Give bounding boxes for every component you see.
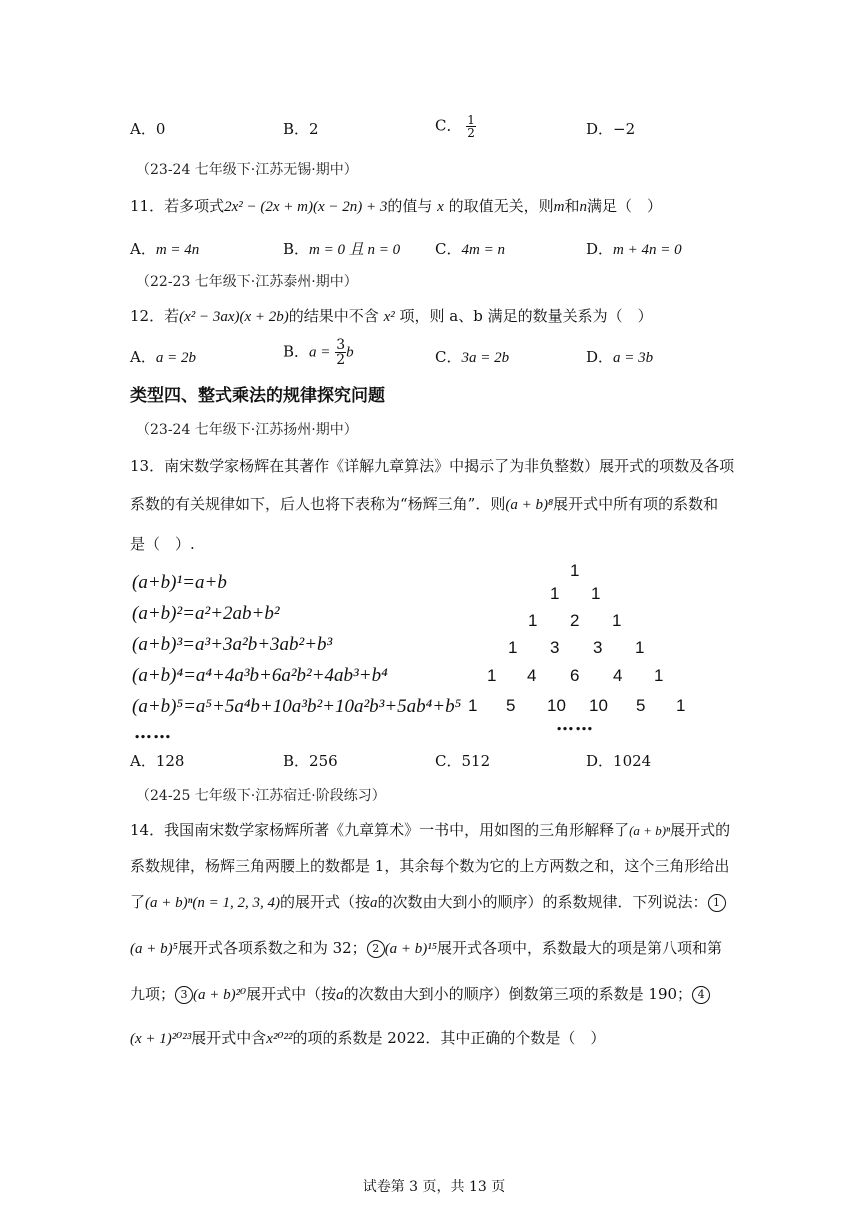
q12-source: （22-23 七年级下·江苏泰州·期中） (136, 274, 358, 290)
q14-source: （24-25 七年级下·江苏宿迁·阶段练习） (136, 788, 386, 804)
q14-line3: 了(a + b)ⁿ(n = 1, 2, 3, 4)的展开式（按a的次数由大到小的顺序）的系数规律．下列说法： 1 (130, 892, 726, 913)
expansion-row: (a+b)²=a²+2ab+b² (132, 603, 280, 624)
ellipsis: …… (556, 714, 594, 735)
q13-line3: 是（ ）. (130, 535, 195, 553)
q14-line4: (a + b)⁵展开式各项系数之和为 32； 2 (a + b)¹⁵展开式各项中，系数最大的项是第八项和第 (130, 939, 723, 957)
q13-option-d: D．1024 (586, 752, 652, 770)
q11-option-c: C．4m = n (435, 240, 505, 258)
triangle-number: 1 (528, 611, 538, 630)
triangle-number: 3 (593, 638, 603, 657)
triangle-number: 1 (468, 696, 478, 715)
triangle-number: 3 (550, 638, 560, 657)
q12-option-b: B．a = $\frac{3}{2}$ b (283, 337, 354, 368)
fraction: $\frac{1}{2}$ (467, 113, 475, 140)
triangle-number: 1 (635, 638, 645, 657)
q14-line2: 系数规律，杨辉三角两腰上的数都是 1，其余每个数为它的上方两数之和，这个三角形给出 (130, 857, 730, 875)
triangle-number: 1 (487, 666, 497, 685)
q13-option-c: C．512 (435, 752, 491, 770)
page-footer: 试卷第 3 页，共 13 页 (362, 1179, 506, 1195)
q10-option-a: A．0 (130, 120, 166, 138)
q12-option-c: C．3a = 2b (435, 348, 510, 366)
circled-number: 1 (708, 894, 726, 912)
expansion-row: (a+b)⁴=a⁴+4a³b+6a²b²+4ab³+b⁴ (132, 665, 388, 686)
triangle-number: 4 (527, 666, 537, 685)
q12-option-a: A．a = 2b (130, 348, 196, 366)
expansion-row: (a+b)⁵=a⁵+5a⁴b+10a³b²+10a²b³+5ab⁴+b⁵ (132, 696, 462, 717)
q10-option-c: C． $\frac{1}{2}$ (435, 113, 475, 140)
q14-line6: (x + 1)²⁰²³展开式中含x²⁰²²的项的系数是 2022．其中正确的个数是（ ） (130, 1029, 606, 1047)
q11-option-d: D．m + 4n = 0 (586, 240, 682, 258)
q13-option-b: B．256 (283, 752, 338, 770)
q12-stem: 12．若(x² − 3ax)(x + 2b)的结果中不含 x² 项，则 a、b 满足的数量关系为（ ） (130, 307, 653, 325)
triangle-number: 1 (570, 561, 580, 580)
triangle-number: 6 (570, 666, 580, 685)
q10-option-d: D．−2 (586, 120, 636, 138)
triangle-number: 10 (589, 696, 608, 715)
triangle-number: 1 (508, 638, 518, 657)
q14-line1: 14．我国南宋数学家杨辉所著《九章算术》一书中，用如图的三角形解释了(a + b)ⁿ展开式的 (130, 821, 731, 839)
triangle-number: 4 (613, 666, 623, 685)
fraction: $\frac{3}{2}$ (336, 337, 346, 368)
q11-stem: 11．若多项式2x² − (2x + m)(x − 2n) + 3的值与 x 的取值无关，则m和n满足（ ） (130, 197, 663, 215)
q11-source: （23-24 七年级下·江苏无锡·期中） (136, 162, 358, 178)
triangle-number: 5 (636, 696, 646, 715)
q11-option-b: B．m = 0 且 n = 0 (283, 240, 401, 258)
q12-option-d: D．a = 3b (586, 348, 654, 366)
circled-number: 3 (175, 986, 193, 1004)
q13-source: （23-24 七年级下·江苏扬州·期中） (136, 422, 358, 438)
triangle-number: 2 (570, 611, 580, 630)
expansion-row: (a+b)¹=a+b (132, 572, 227, 593)
q11-option-a: A．m = 4n (130, 240, 200, 258)
q13-line1: 13．南宋数学家杨辉在其著作《详解九章算法》中揭示了为非负整数）展开式的项数及各项 (130, 457, 735, 475)
circled-number: 4 (692, 986, 710, 1004)
triangle-number: 1 (654, 666, 664, 685)
q13-option-a: A．128 (130, 752, 185, 770)
circled-number: 2 (367, 940, 385, 958)
triangle-number: 1 (550, 584, 560, 603)
q10-option-b: B．2 (283, 120, 319, 138)
expansion-row: (a+b)³=a³+3a²b+3ab²+b³ (132, 634, 333, 655)
triangle-number: 10 (547, 696, 566, 715)
ellipsis: …… (134, 722, 172, 743)
q14-line5: 九项； 3 (a + b)²⁰展开式中（按a的次数由大到小的顺序）倒数第三项的系数是 190； 4 (130, 984, 710, 1005)
triangle-number: 1 (591, 584, 601, 603)
section-heading: 类型四、整式乘法的规律探究问题 (130, 386, 385, 406)
triangle-number: 1 (612, 611, 622, 630)
triangle-number: 5 (506, 696, 516, 715)
triangle-number: 1 (676, 696, 686, 715)
q13-line2: 系数的有关规律如下，后人也将下表称为“杨辉三角”．则(a + b)⁸展开式中所有项的系数和 (130, 495, 719, 513)
